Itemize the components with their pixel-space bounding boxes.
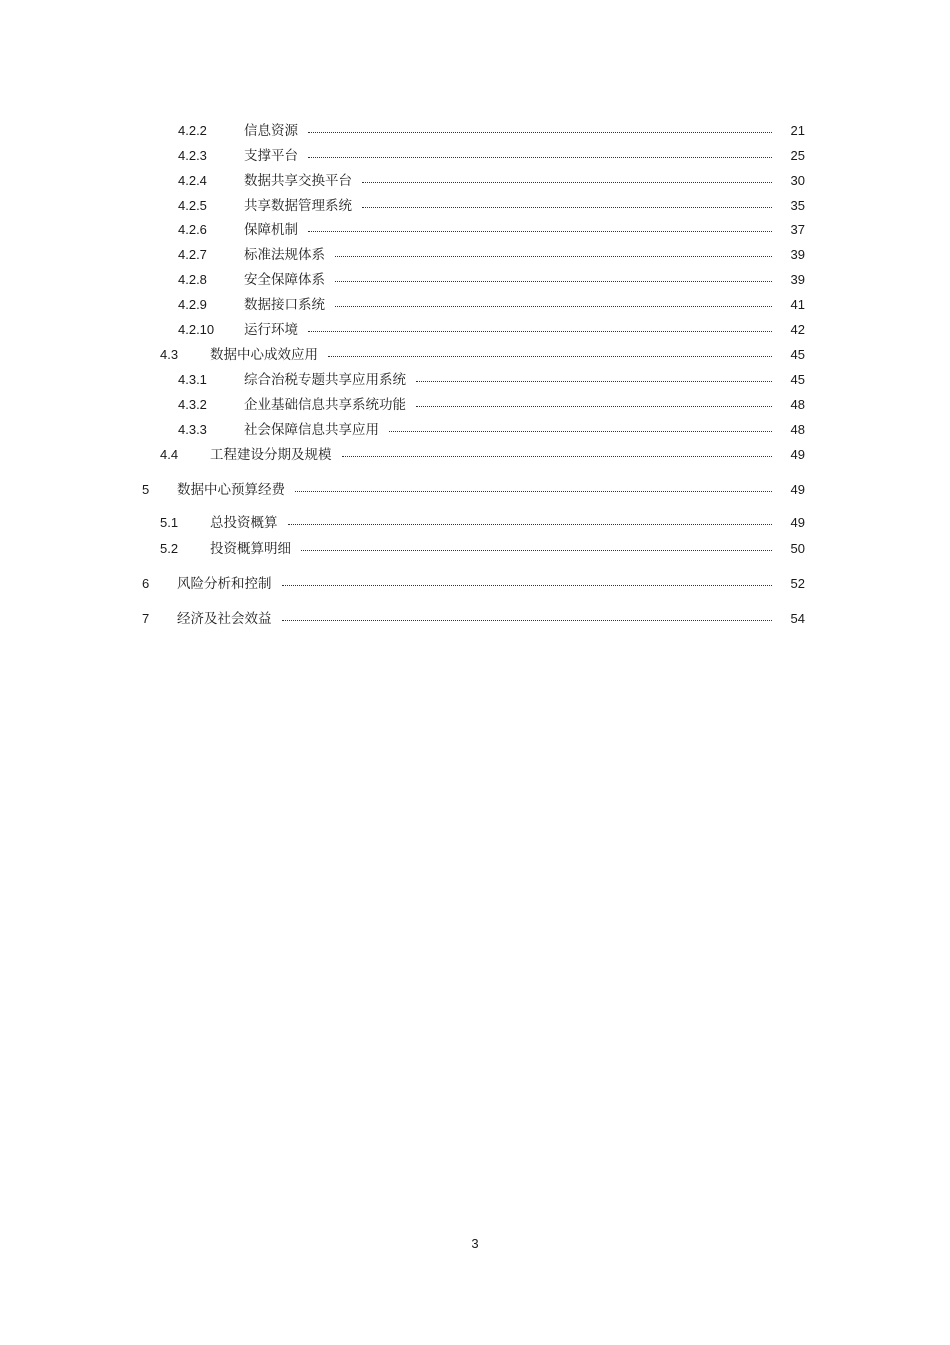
toc-entry-title: 数据共享交换平台 xyxy=(244,173,352,189)
toc-dot-leader xyxy=(328,356,772,357)
toc-dot-leader xyxy=(282,620,772,621)
toc-entry-5[interactable] xyxy=(0,480,950,500)
toc-entry-page: 41 xyxy=(790,297,805,312)
toc-entry-page: 39 xyxy=(790,272,805,287)
toc-entry-title: 信息资源 xyxy=(244,123,298,139)
toc-entry-page: 39 xyxy=(790,247,805,262)
toc-entry-4-2-8[interactable] xyxy=(0,270,950,290)
toc-entry-title: 经济及社会效益 xyxy=(177,611,272,627)
page-number: 3 xyxy=(471,1236,479,1251)
toc-entry-4-2-4[interactable] xyxy=(0,171,950,191)
toc-dot-leader xyxy=(308,231,772,232)
toc-dot-leader xyxy=(362,207,772,208)
toc-entry-number: 4.3.2 xyxy=(178,397,207,412)
toc-entry-number: 4.2.3 xyxy=(178,148,207,163)
toc-entry-title: 保障机制 xyxy=(244,222,298,238)
toc-entry-number: 4.3.3 xyxy=(178,422,207,437)
toc-entry-4-3-2[interactable] xyxy=(0,395,950,415)
toc-dot-leader xyxy=(342,456,772,457)
toc-entry-4-3-3[interactable] xyxy=(0,420,950,440)
toc-entry-number: 4.3.1 xyxy=(178,372,207,387)
toc-entry-number: 5.1 xyxy=(160,515,179,530)
toc-entry-title: 投资概算明细 xyxy=(210,541,291,557)
toc-entry-page: 45 xyxy=(790,372,805,387)
toc-entry-page: 42 xyxy=(790,322,805,337)
toc-entry-4-2-2[interactable] xyxy=(0,121,950,141)
toc-entry-number: 4.2.6 xyxy=(178,222,207,237)
toc-entry-6[interactable] xyxy=(0,574,950,594)
toc-dot-leader xyxy=(301,550,772,551)
toc-entry-number: 4.4 xyxy=(160,447,179,462)
toc-entry-page: 48 xyxy=(790,397,805,412)
toc-entry-title: 共享数据管理系统 xyxy=(244,198,352,214)
toc-entry-number: 6 xyxy=(142,576,150,591)
toc-entry-title: 数据接口系统 xyxy=(244,297,325,313)
toc-dot-leader xyxy=(335,306,772,307)
toc-entry-title: 企业基础信息共享系统功能 xyxy=(244,397,406,413)
toc-entry-page: 50 xyxy=(790,541,805,556)
toc-entry-title: 工程建设分期及规模 xyxy=(210,447,332,463)
toc-entry-title: 支撑平台 xyxy=(244,148,298,164)
toc-entry-page: 37 xyxy=(790,222,805,237)
toc-dot-leader xyxy=(295,491,772,492)
toc-entry-number: 4.2.5 xyxy=(178,198,207,213)
toc-entry-4-2-3[interactable] xyxy=(0,146,950,166)
toc-entry-4-2-9[interactable] xyxy=(0,295,950,315)
toc-dot-leader xyxy=(389,431,772,432)
toc-entry-page: 48 xyxy=(790,422,805,437)
toc-entry-4-2-10[interactable] xyxy=(0,320,950,340)
toc-dot-leader xyxy=(288,524,772,525)
toc-dot-leader xyxy=(362,182,772,183)
toc-entry-page: 45 xyxy=(790,347,805,362)
toc-entry-number: 5.2 xyxy=(160,541,179,556)
toc-dot-leader xyxy=(335,281,772,282)
toc-entry-4-2-5[interactable] xyxy=(0,196,950,216)
toc-entry-4-4[interactable] xyxy=(0,445,950,465)
toc-entry-number: 4.3 xyxy=(160,347,179,362)
toc-entry-page: 21 xyxy=(790,123,805,138)
toc-dot-leader xyxy=(416,381,772,382)
toc-dot-leader xyxy=(416,406,772,407)
toc-entry-title: 数据中心预算经费 xyxy=(177,482,285,498)
toc-dot-leader xyxy=(282,585,772,586)
toc-entry-4-2-6[interactable] xyxy=(0,220,950,240)
toc-entry-page: 30 xyxy=(790,173,805,188)
toc-entry-number: 4.2.10 xyxy=(178,322,215,337)
toc-entry-number: 4.2.4 xyxy=(178,173,207,188)
toc-entry-page: 25 xyxy=(790,148,805,163)
toc-entry-4-3[interactable] xyxy=(0,345,950,365)
toc-entry-title: 安全保障体系 xyxy=(244,272,325,288)
toc-entry-4-3-1[interactable] xyxy=(0,370,950,390)
toc-entry-number: 4.2.8 xyxy=(178,272,207,287)
toc-entry-5-1[interactable] xyxy=(0,513,950,533)
toc-entry-title: 社会保障信息共享应用 xyxy=(244,422,379,438)
toc-entry-number: 5 xyxy=(142,482,150,497)
toc-entry-title: 综合治税专题共享应用系统 xyxy=(244,372,406,388)
toc-entry-page: 49 xyxy=(790,447,805,462)
toc-entry-number: 4.2.9 xyxy=(178,297,207,312)
toc-dot-leader xyxy=(308,157,772,158)
toc-entry-page: 54 xyxy=(790,611,805,626)
toc-entry-title: 标准法规体系 xyxy=(244,247,325,263)
toc-entry-5-2[interactable] xyxy=(0,539,950,559)
toc-dot-leader xyxy=(308,331,772,332)
toc-entry-page: 35 xyxy=(790,198,805,213)
toc-entry-page: 49 xyxy=(790,515,805,530)
toc-dot-leader xyxy=(335,256,772,257)
toc-entry-number: 4.2.2 xyxy=(178,123,207,138)
toc-entry-title: 总投资概算 xyxy=(210,515,278,531)
toc-entry-number: 4.2.7 xyxy=(178,247,207,262)
toc-entry-7[interactable] xyxy=(0,609,950,629)
toc-entry-number: 7 xyxy=(142,611,150,626)
toc-entry-title: 风险分析和控制 xyxy=(177,576,272,592)
toc-entry-4-2-7[interactable] xyxy=(0,245,950,265)
toc-entry-page: 49 xyxy=(790,482,805,497)
toc-entry-title: 运行环境 xyxy=(244,322,298,338)
toc-entry-page: 52 xyxy=(790,576,805,591)
toc-dot-leader xyxy=(308,132,772,133)
toc-entry-title: 数据中心成效应用 xyxy=(210,347,318,363)
